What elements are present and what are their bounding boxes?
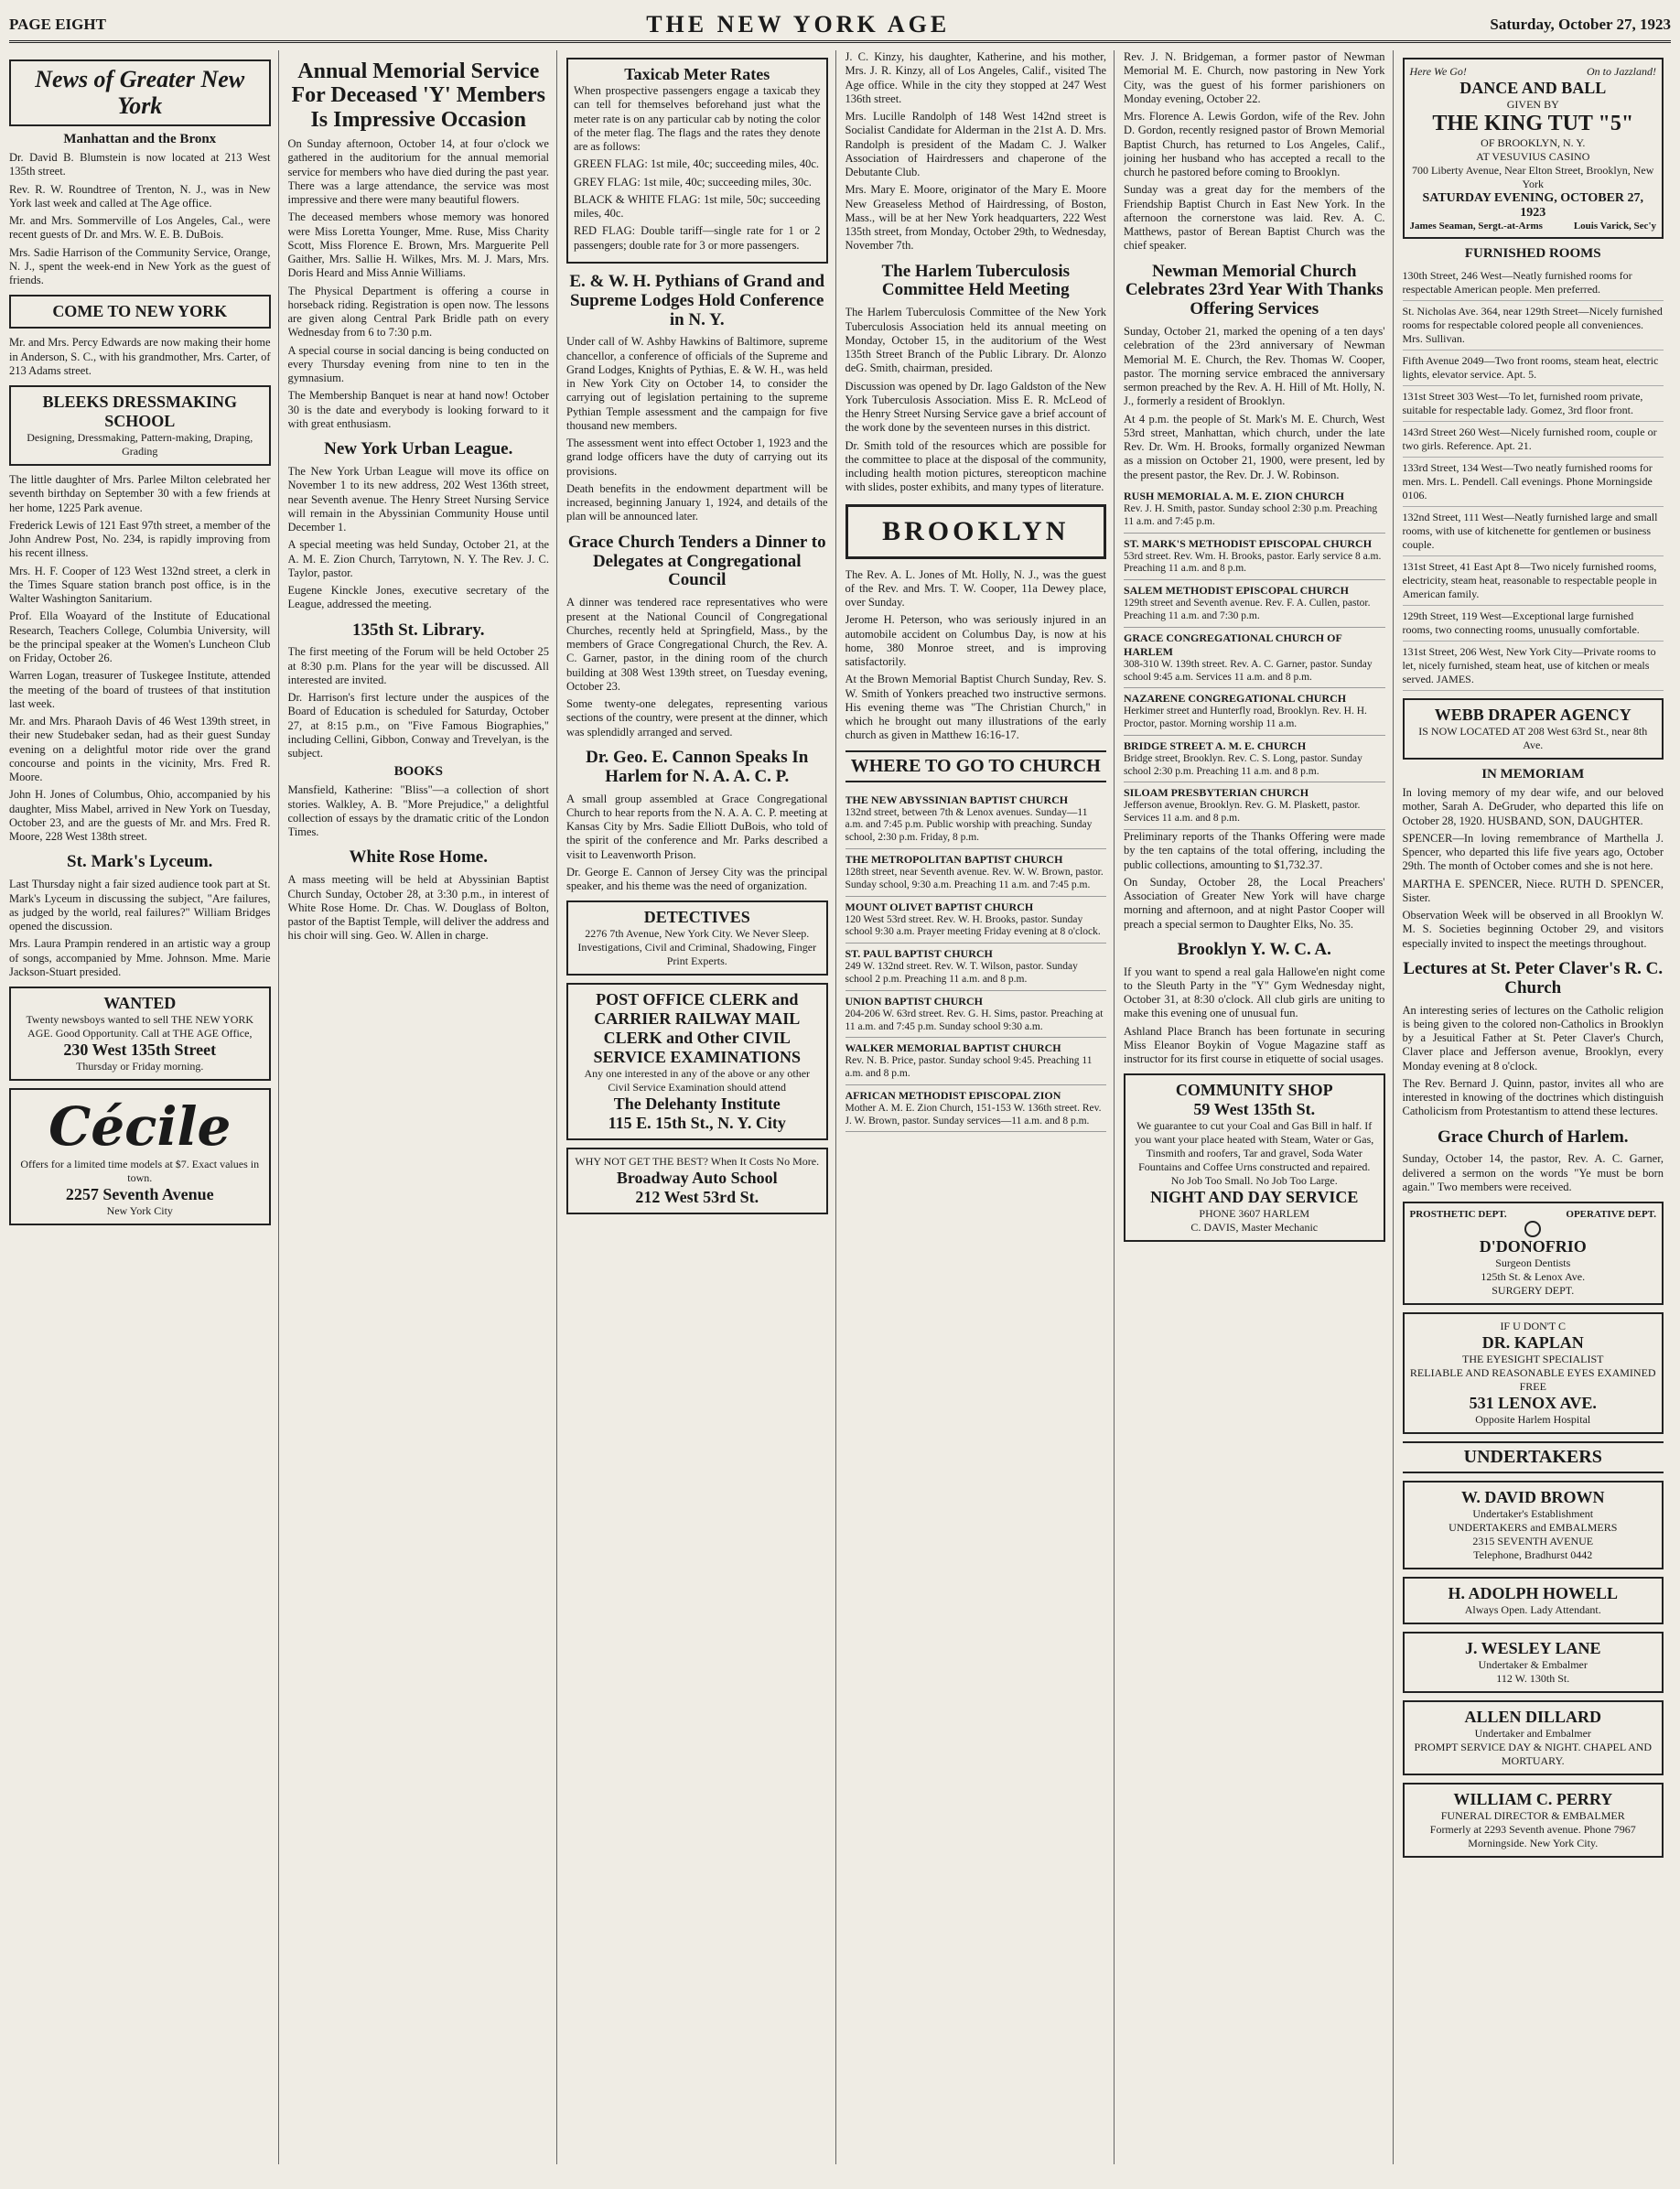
advert-text: We guarantee to cut your Coal and Gas Bill in half. If you want your place heated with Steam, Water or Gas, Tinsmith and roofers, Tar and gravel, Soda Water Fountains and Coffee Urns constructed and repaired. No Job Too Small. No Job Too Large. <box>1135 1119 1374 1188</box>
dance-ad <box>1403 58 1664 239</box>
advert-text: PROMPT SERVICE DAY & NIGHT. CHAPEL AND MORTUARY. <box>1414 1740 1653 1767</box>
church-listing <box>1124 580 1385 628</box>
advert-text: GIVEN BY <box>1506 98 1559 111</box>
rate-item: GREEN FLAG: 1st mile, 40c; succeeding miles, 40c. <box>574 157 820 171</box>
column-6 <box>1403 50 1672 2164</box>
church-details: 308-310 W. 139th street. Rev. A. C. Garner, pastor. Sunday school 9:45 a.m. Services 11 a.m. and 8 p.m. <box>1124 658 1373 683</box>
advert-title: COMMUNITY SHOP <box>1175 1081 1333 1100</box>
advert-address: 2257 Seventh Avenue <box>65 1185 214 1204</box>
article-paragraph: If you want to spend a real gala Hallowe'en night come to the Sleuth Party in the "Y" Gym Wednesday night, October 31, at 8:30 o'clock. All club girls are uniting to make this evening one of unusual fun. <box>1124 965 1385 1020</box>
news-item: Mrs. H. F. Cooper of 123 West 132nd street, a clerk in the Times Square station branch post office, is in the Walter Washington Sanitarium. <box>9 564 271 606</box>
church-details: 132nd street, between 7th & Lenox avenues. Sunday—11 a.m. and 7:45 p.m. Public worship with preaching. Sunday school, 2:30 p.m. Friday, 8 p.m. <box>845 806 1093 844</box>
article-paragraph: Some twenty-one delegates, representing various sections of the country, were present at the dinner, which was splendidly arranged and served. <box>566 697 828 739</box>
article-heading: Brooklyn Y. W. C. A. <box>1177 939 1331 959</box>
cecile-ad <box>9 1088 271 1225</box>
article-heading: Grace Church Tenders a Dinner to Delegates at Congregational Council <box>567 532 826 590</box>
advert-title: W. DAVID BROWN <box>1460 1487 1605 1506</box>
advert-text: PROSTHETIC DEPT. <box>1409 1209 1507 1221</box>
advert-text: WHY NOT GET THE BEST? When It Costs No More. <box>575 1155 820 1169</box>
church-listing <box>845 897 1107 944</box>
advert-text: FUNERAL DIRECTOR & EMBALMER <box>1440 1808 1625 1822</box>
books-heading: BOOKS <box>393 764 443 780</box>
undertaker-ad <box>1403 1783 1664 1858</box>
article-paragraph: Dr. Harrison's first lecture under the auspices of the Board of Education is scheduled for Saturday, October 27, at 8:15 p.m., on "Five Famous Biographies," including Cellini, Gibbon, Conway and Trevelyan, is the subject. <box>287 691 549 760</box>
undertaker-ad <box>1403 1632 1664 1693</box>
webb-agency-ad <box>1403 698 1664 760</box>
advert-text: Opposite Harlem Hospital <box>1475 1412 1591 1426</box>
taxicab-box <box>566 58 828 264</box>
article-paragraph: At 4 p.m. the people of St. Mark's M. E. Church, West 53rd street, Manhattan, which church, under the late Rev. Dr. Wm. H. Brooks, formally organized Newman as a mission on October 21, 1900, were present, led by the present pastor, the Rev. Dr. J. W. Robinson. <box>1124 412 1385 481</box>
room-listing: Fifth Avenue 2049—Two front rooms, steam heat, electric lights, elevator service. Apt. 5. <box>1403 350 1664 386</box>
memoriam-text: SPENCER—In loving remembrance of Marthella J. Spencer, who departed this life five years ago, October 29th. The month of October comes and she is not here. <box>1402 831 1664 873</box>
advert-text: Undertaker & Embalmer <box>1478 1657 1588 1671</box>
advert-text: Designing, Dressmaking, Pattern-making, Draping, Grading <box>27 431 253 458</box>
advert-title: Broadway Auto School <box>616 1169 778 1188</box>
article-paragraph: The assessment went into effect October 1, 1923 and the grand lodge officers have the duty of carrying out its provisions. <box>566 437 828 478</box>
article-paragraph: Preliminary reports of the Thanks Offering were made by the ten captains of the total offering, including the public collections, amounting to $1,732.37. <box>1124 830 1385 871</box>
auto-school-ad <box>566 1148 828 1214</box>
church-details: Herkimer street and Hunterfly road, Brooklyn. Rev. H. H. Proctor, pastor. Morning worship 11 a.m. <box>1124 706 1367 730</box>
advert-phone: PHONE 3607 HARLEM <box>1199 1207 1310 1221</box>
advert-title: DETECTIVES <box>643 908 750 927</box>
advert-text: NIGHT AND DAY SERVICE <box>1150 1188 1359 1207</box>
church-details: 249 W. 132nd street. Rev. W. T. Wilson, pastor. Sunday school 2 p.m. Preaching 11 a.m. and 8 p.m. <box>845 961 1078 985</box>
cecile-logo: Cécile <box>48 1095 232 1159</box>
article-paragraph: The Harlem Tuberculosis Committee of the New York Tuberculosis Association held its annual meeting on Monday, October 15, in the auditorium of the West 135th Street Branch of the Public Library. Dr. Alonzo deG. Smith, chairman, presided. <box>845 306 1106 375</box>
advert-text: Twenty newsboys wanted to sell THE NEW YORK AGE. Good Opportunity. Call at THE AGE Office, <box>26 1013 254 1041</box>
article-paragraph: Mansfield, Katherine: "Bliss"—a collection of short stories. Walkley, A. B. "More Prejudice," a delightful collection of essays by the dramatic critic of the London Times. <box>287 783 549 839</box>
church-listing <box>1124 534 1385 581</box>
article-paragraph: Sunday, October 21, marked the opening of a ten days' celebration of the 23rd anniversary of Newman Memorial M. E. Church, the Rev. Thomas W. Cooper, pastor. The morning service embraced the anniversary sermon preached by the Rev. A. H. Hill of Mt. Holly, N. J., formerly a resident of Brooklyn. <box>1124 325 1385 408</box>
news-item: Mrs. Mary E. Moore, originator of the Mary E. Moore New Greaseless Method of Hairdressing, of Boston, Mass., will be at her New York headquarters, 222 West 135th street, from Monday, October 29th, to Wednesday, November 7th. <box>845 183 1106 253</box>
article-paragraph: The Physical Department is offering a course in horseback riding. Registration is open now. The lessons are given along Central Park Bridle path on every Wednesday from 6 to 7:30 p.m. <box>287 284 549 340</box>
article-heading: New York Urban League. <box>324 439 513 459</box>
advert-address: 59 West 135th St. <box>1193 1100 1316 1119</box>
column-4 <box>845 50 1115 2164</box>
advert-text: Surgeon Dentists <box>1495 1256 1571 1269</box>
news-item: Prof. Ella Woayard of the Institute of Educational Research, Teachers College, Columbia University, will be the principal speaker at the Women's Luncheon Club on Friday, October 26. <box>9 609 271 665</box>
news-item: Rev. R. W. Roundtree of Trenton, N. J., was in New York last week and called at The Age office. <box>9 182 271 210</box>
article-heading: Dr. Geo. E. Cannon Speaks In Harlem for N. A. A. C. P. <box>586 747 809 786</box>
advert-address: 230 West 135th Street <box>63 1041 217 1060</box>
page-number: PAGE EIGHT <box>9 16 106 33</box>
advert-address: 531 LENOX AVE. <box>1469 1393 1597 1412</box>
article-paragraph: Observation Week will be observed in all Brooklyn W. M. S. Societies beginning October 29, and visitors especially invited to inspect the meetings throughout. <box>1402 909 1664 950</box>
advert-text: Louis Varick, Sec'y <box>1573 221 1656 232</box>
undertaker-ad <box>1403 1481 1664 1569</box>
section-subtitle: Manhattan and the Bronx <box>63 132 217 147</box>
news-item: Mr. and Mrs. Percy Edwards are now making their home in Anderson, S. C., with his grandmother, Mrs. Carter, of 213 Adams street. <box>9 336 271 377</box>
advert-title: WEBB DRAPER AGENCY <box>1434 706 1632 724</box>
article-paragraph: Death benefits in the endowment department will be increased, beginning January 1, 1924, and details of the plan will be announced later. <box>566 481 828 523</box>
article-paragraph: A special course in social dancing is being conducted on every Thursday evening from nine to ten in the gymnasium. <box>287 343 549 385</box>
advert-text: 2276 7th Avenue, New York City. We Never Sleep. Investigations, Civil and Criminal, Shadowing, Finger Print Experts. <box>577 927 817 968</box>
advert-text: AT VESUVIUS CASINO <box>1476 150 1590 163</box>
church-details: 120 West 53rd street. Rev. W. H. Brooks, pastor. Sunday school 9:30 a.m. Prayer meeting Friday evening at 8 o'clock. <box>845 913 1101 938</box>
newspaper-page <box>9 9 1671 2171</box>
church-details: 204-206 W. 63rd street. Rev. G. H. Sims, pastor. Preaching at 11 a.m. and 7:45 p.m. Sunday school 9:30 a.m. <box>845 1008 1104 1032</box>
article-paragraph: A special meeting was held Sunday, October 21, at the A. M. E. Zion Church, Tarrytown, N. Y. The Rev. J. C. Taylor, pastor. <box>287 538 549 579</box>
article-paragraph: A small group assembled at Grace Congregational Church to hear reports from the N. A. A. C. P. meeting at Kansas City by Mrs. Sadie Elliott DuBois, who told of the spirit of the conference and Mr. Parks described a visit to Leavenworth Prison. <box>566 792 828 861</box>
tooth-icon <box>1524 1221 1541 1237</box>
section-title: News of Greater New York <box>9 59 271 126</box>
news-item: John H. Jones of Columbus, Ohio, accompanied by his daughter, Miss Mabel, arrived in New York on Tuesday, October 23, and are the guests of Mr. and Mrs. Fred R. Moore, 228 West 138th street. <box>9 788 271 844</box>
article-paragraph: The first meeting of the Forum will be held October 25 at 8:30 p.m. Plans for the year will be discussed. All interested are invited. <box>287 645 549 686</box>
advert-address: 125th St. & Lenox Ave. <box>1481 1269 1586 1283</box>
column-2 <box>288 50 558 2164</box>
room-listing: 143rd Street 260 West—Nicely furnished room, couple or two girls. Reference. Apt. 21. <box>1403 422 1664 458</box>
advert-text: On to Jazzland! <box>1587 65 1656 78</box>
advert-title: THE KING TUT "5" <box>1432 112 1634 135</box>
news-item: Sunday was a great day for the members of the Friendship Baptist Church in East New York. In the afternoon the cornerstone was laid. Rev. A. C. Matthews, pastor of Berean Baptist Church was the chief speaker. <box>1124 183 1385 253</box>
church-name: GRACE CONGREGATIONAL CHURCH OF HARLEM <box>1124 631 1342 658</box>
article-paragraph: Under call of W. Ashby Hawkins of Baltimore, supreme chancellor, a conference of officials of the Supreme and Grand Lodges, Knights of Pythias, E. & W. H., was held in New York City on October 14, to consider the carrying out of legislation pertaining to the supreme Pythian Temple assessment and the campaign for five thousand new members. <box>566 335 828 432</box>
article-heading: 135th St. Library. <box>351 620 485 640</box>
advert-title: POST OFFICE CLERK and CARRIER RAILWAY MAIL CLERK and Other CIVIL SERVICE EXAMINATIONS <box>593 990 802 1067</box>
undertakers-heading: UNDERTAKERS <box>1403 1441 1664 1473</box>
church-listing <box>845 991 1107 1039</box>
news-item: Mrs. Lucille Randolph of 148 West 142nd street is Socialist Candidate for Alderman in the 21st A. D. Mrs. Randolph is president of the Madam C. J. Walker Association of Hairdressers and chaperone of the Debutante Club. <box>845 110 1106 178</box>
church-listing <box>845 790 1107 849</box>
advert-text: SURGERY DEPT. <box>1492 1283 1575 1297</box>
advert-title: J. WESLEY LANE <box>1464 1638 1601 1657</box>
news-item: At the Brown Memorial Baptist Church Sunday, Rev. S. W. Smith of Yonkers preached two instructive sermons. His evening theme was "The Christian Church," in which he brought out many illustrations of the early church as given in Matthew 16:16-17. <box>845 673 1106 742</box>
advert-text: James Seaman, Sergt.-at-Arms <box>1409 221 1543 232</box>
room-listing: 131st Street, 206 West, New York City—Private rooms to let, nicely furnished, steam heat, use of kitchen or meals served. JAMES. <box>1403 642 1664 691</box>
masthead <box>9 9 1671 43</box>
article-heading: Annual Memorial Service For Deceased 'Y' Members Is Impressive Occasion <box>291 59 545 132</box>
rate-item: BLACK & WHITE FLAG: 1st mile, 50c; succeeding miles, 40c. <box>574 192 821 220</box>
column-5 <box>1124 50 1394 2164</box>
advert-title: WANTED <box>103 994 177 1013</box>
church-listing <box>845 1085 1107 1133</box>
church-details: 53rd street. Rev. Wm. H. Brooks, pastor. Early service 8 a.m. Preaching 11 a.m. and 8 p.m. <box>1124 550 1382 575</box>
church-listing <box>1124 782 1385 830</box>
advert-text: Here We Go! <box>1409 65 1467 78</box>
advert <box>9 295 271 329</box>
room-listing: 129th Street, 119 West—Exceptional large furnished rooms, two connecting rooms, unusually comfortable. <box>1403 606 1664 642</box>
wanted-ad <box>9 987 271 1081</box>
article-paragraph: Dr. Smith told of the resources which are possible for the committee to place at the disposal of the community, including health motion pictures, stereopticon machine with slides, poster exhibits, and many types of literature. <box>845 438 1106 494</box>
memoriam-text: In loving memory of my dear wife, and our beloved mother, Sarah A. DeGruder, who departed this life on October 28, 1920. HUSBAND, SON, DAUGHTER. <box>1402 786 1664 827</box>
advert-title: DANCE AND BALL <box>1459 79 1607 97</box>
advert-text: RELIABLE AND REASONABLE EYES EXAMINED FREE <box>1409 1365 1656 1393</box>
article-paragraph: Sunday, October 14, the pastor, Rev. A. C. Garner, delivered a sermon on the words "Ye must be born again." Two members were received. <box>1402 1152 1664 1193</box>
church-listing <box>1124 688 1385 736</box>
advert-text: Thursday or Friday morning. <box>76 1060 204 1073</box>
advert-title: BLEEKS DRESSMAKING SCHOOL <box>42 393 238 431</box>
news-item: Mr. and Mrs. Sommerville of Los Angeles, Cal., were recent guests of Dr. and Mrs. W. E. B. DuBois. <box>9 214 271 242</box>
news-item: J. C. Kinzy, his daughter, Katherine, and his mother, Mrs. J. R. Kinzy, all of Los Angeles, Calif., visited The Age office. While in the city they stopped at 247 West 136th street. <box>845 50 1106 105</box>
article-heading: St. Mark's Lyceum. <box>67 852 213 872</box>
box-text: When prospective passengers engage a taxicab they can tell for themselves beforehand just what the meter rate is on any particular cab by noting the color of the meter flag. The flags and the rates they denote are as follows: <box>574 84 821 153</box>
article-heading: The Harlem Tuberculosis Committee Held Meeting <box>881 261 1070 300</box>
news-item: Mrs. Florence A. Lewis Gordon, wife of the Rev. John D. Gordon, recently resigned pastor of Brown Memorial Baptist Church, has returned to Los Angeles, Calif., joining her husband who has accepted a recall to the church he pastored before coming to Brooklyn. <box>1124 110 1385 178</box>
church-listing <box>1124 628 1385 689</box>
church-details: Mother A. M. E. Zion Church, 151-153 W. 136th street. Rev. J. W. Brown, pastor. Sunday services—11 a.m. and 8 p.m. <box>845 1102 1102 1127</box>
advert-title: ALLEN DILLARD <box>1464 1707 1602 1726</box>
room-listing: 131st Street 303 West—To let, furnished room private, suitable for respectable lady. Gomez, 3rd floor front. <box>1403 386 1664 422</box>
room-listing: St. Nicholas Ave. 364, near 129th Street—Nicely furnished rooms for respectable colored people all conveniences. Mrs. Sullivan. <box>1403 301 1664 350</box>
news-item: The little daughter of Mrs. Parlee Milton celebrated her seventh birthday on September 30 with a few friends at her home, 1225 Park avenue. <box>9 473 271 514</box>
kaplan-ad <box>1403 1312 1664 1434</box>
article-heading: White Rose Home. <box>349 847 488 868</box>
church-name: ST. PAUL BAPTIST CHURCH <box>845 947 993 961</box>
advert <box>9 385 271 466</box>
news-item: Mrs. Laura Prampin rendered in an artistic way a group of songs, accompanied by Mme. Johnson. Mme. Marie Jackson-Stuart presided. <box>9 937 271 978</box>
church-name: SILOAM PRESBYTERIAN CHURCH <box>1124 786 1309 800</box>
church-listing <box>845 1038 1107 1085</box>
church-directory-continued <box>1124 486 1385 830</box>
advert-phone: Telephone, Bradhurst 0442 <box>1473 1547 1593 1561</box>
article-paragraph: A mass meeting will be held at Abyssinian Baptist Church Sunday, October 28, at 3:30 p.m., in interest of White Rose Home. Dr. Chas. W. Douglass of Bolton, pastor of the Baptist Temple, will deliver the address and his choir will sing. Geo. W. Allen in charge. <box>287 873 549 943</box>
memoriam-heading: IN MEMORIAM <box>1481 767 1585 782</box>
undertaker-ad <box>1403 1700 1664 1775</box>
church-name: WALKER MEMORIAL BAPTIST CHURCH <box>845 1041 1061 1055</box>
article-heading: Grace Church of Harlem. <box>1437 1127 1629 1147</box>
church-listing <box>845 944 1107 991</box>
undertaker-ad <box>1403 1577 1664 1624</box>
church-name: MOUNT OLIVET BAPTIST CHURCH <box>845 900 1034 913</box>
advert-address: 212 West 53rd St. <box>635 1188 759 1207</box>
advert-title: D'DONOFRIO <box>1479 1236 1587 1256</box>
classified-heading: FURNISHED ROOMS <box>1464 246 1601 261</box>
advert-text: Undertaker and Embalmer <box>1474 1726 1591 1740</box>
church-details: Jefferson avenue, Brooklyn. Rev. G. M. Plaskett, pastor. Services 11 a.m. and 8 p.m. <box>1124 800 1361 825</box>
rate-item: GREY FLAG: 1st mile, 40c; succeeding miles, 30c. <box>574 175 812 189</box>
church-name: NAZARENE CONGREGATIONAL CHURCH <box>1124 692 1347 706</box>
advert-text: OPERATIVE DEPT. <box>1566 1209 1656 1221</box>
advert-text: OF BROOKLYN, N. Y. <box>1481 136 1586 149</box>
news-item: Warren Logan, treasurer of Tuskegee Institute, attended the meeting of the board of trustees of that institution last week. <box>9 669 271 710</box>
church-name: THE NEW ABYSSINIAN BAPTIST CHURCH <box>845 793 1069 806</box>
advert-text: C. DAVIS, Master Mechanic <box>1190 1221 1319 1235</box>
article-heading: Newman Memorial Church Celebrates 23rd Year With Thanks Offering Services <box>1125 261 1384 319</box>
news-item: Last Thursday night a fair sized audience took part at St. Mark's Lyceum in discussing the subject, "Are failures, as judged by the world, real failures?" William Bridges opened the discussion. <box>9 878 271 933</box>
advert-text: UNDERTAKERS and EMBALMERS <box>1448 1520 1618 1534</box>
church-directory <box>845 790 1107 1133</box>
church-details: 129th street and Seventh avenue. Rev. F. A. Cullen, pastor. Preaching 11 a.m. and 7:30 p.m. <box>1124 598 1371 621</box>
news-item: Frederick Lewis of 121 East 97th street, a member of the John Andrew Post, No. 234, is rapidly improving from his recent illness. <box>9 518 271 560</box>
column-1 <box>9 50 279 2164</box>
advert-text: IF U DON'T C <box>1500 1319 1567 1332</box>
news-item: The Rev. A. L. Jones of Mt. Holly, N. J., was the guest of the Rev. and Mrs. T. W. Cooper, 11a Dewey place, over Sunday. <box>845 567 1106 609</box>
advert-address: 115 E. 15th St., N. Y. City <box>608 1114 786 1133</box>
article-paragraph: Eugene Kinckle Jones, executive secretary of the League, addressed the meeting. <box>287 584 549 611</box>
brooklyn-banner: BROOKLYN <box>845 504 1107 559</box>
news-item: Mr. and Mrs. Pharaoh Davis of 46 West 139th street, in their new Studebaker sedan, had as their guest Sunday evening on a delightful motor ride over the grand concourse and points in the vicinity, Mrs. Fred R. Moore. <box>9 715 271 784</box>
box-title: Taxicab Meter Rates <box>624 65 770 83</box>
advert-address: Formerly at 2293 Seventh avenue. Phone 7967 Morningside. New York City. <box>1429 1822 1636 1849</box>
room-listing: 132nd Street, 111 West—Neatly furnished large and small rooms, with use of kitchenette for gentlemen or business couple. <box>1403 507 1664 556</box>
advert-date: SATURDAY EVENING, OCTOBER 27, 1923 <box>1422 191 1644 220</box>
article-paragraph: The deceased members whose memory was honored were Miss Loretta Younger, Mme. Ruse, Miss Charity Scott, Miss Florence E. Brown, Mrs. Marguerite Pell Gaither, Mrs. Sallie H. Wilkes, Mrs. M. J. Mars, Mrs. Doris Heard and Miss Annie Williams. <box>287 210 549 280</box>
advert-text: Any one interested in any of the above or any other Civil Service Examination should attend <box>584 1067 811 1094</box>
advert-text: THE EYESIGHT SPECIALIST <box>1462 1352 1604 1365</box>
issue-date: Saturday, October 27, 1923 <box>1490 16 1671 33</box>
church-name: UNION BAPTIST CHURCH <box>845 994 983 1008</box>
church-listing <box>1124 736 1385 783</box>
church-listing <box>1124 486 1385 534</box>
advert-title: COME TO NEW YORK <box>52 302 228 321</box>
advert-institute: The Delehanty Institute <box>613 1094 781 1114</box>
article-heading: Lectures at St. Peter Claver's R. C. Church <box>1403 958 1664 997</box>
post-office-ad <box>566 983 828 1140</box>
article-paragraph: The Rev. Bernard J. Quinn, pastor, invites all who are interested in knowing of the doctrines which distinguish Catholicism from Protestantism to attend these lectures. <box>1402 1076 1664 1118</box>
advert-text: IS NOW LOCATED AT 208 West 63rd St., near 8th Ave. <box>1418 725 1648 751</box>
memoriam-signature: MARTHA E. SPENCER, Niece. RUTH D. SPENCER, Sister. <box>1402 877 1664 904</box>
advert-address: 700 Liberty Avenue, Near Elton Street, Brooklyn, New York <box>1412 164 1654 190</box>
advert-title: H. ADOLPH HOWELL <box>1448 1583 1619 1602</box>
church-details: Rev. J. H. Smith, pastor. Sunday school 2:30 p.m. Preaching 11 a.m. and 7:45 p.m. <box>1124 502 1378 527</box>
church-name: THE METROPOLITAN BAPTIST CHURCH <box>845 852 1063 866</box>
room-listing: 133rd Street, 134 West—Two neatly furnished rooms for men. Mrs. L. Pendell. Call evenings. Phone Morningside 0106. <box>1403 458 1664 507</box>
newspaper-title: THE NEW YORK AGE <box>646 11 951 38</box>
column-3 <box>566 50 836 2164</box>
news-item: Jerome H. Peterson, who was seriously injured in an automobile accident on Columbus Day, is now at his home, 380 Monroe street, and is improving satisfactorily. <box>845 613 1106 669</box>
advert-text: Always Open. Lady Attendant. <box>1464 1602 1601 1616</box>
article-paragraph: The Membership Banquet is near at hand now! October 30 is the date and everybody is looking forward to it with great enthusiasm. <box>287 389 549 430</box>
article-paragraph: Dr. George E. Cannon of Jersey City was the principal speaker, and his theme was the need of organization. <box>566 865 828 893</box>
church-details: Rev. N. B. Price, pastor. Sunday school 9:45. Preaching 11 a.m. and 8 p.m. <box>845 1055 1093 1080</box>
article-paragraph: Ashland Place Branch has been fortunate in securing Miss Eleanor Boykin of Vogue Magazine staff as instructor for its first course in etiquette of social usages. <box>1124 1024 1385 1066</box>
article-paragraph: Discussion was opened by Dr. Iago Galdston of the New York Tuberculosis Association. Miss E. R. McLeod of the Henry Street Nursing Service gave a brief account of the work done by the seventeen nurses in this district. <box>845 379 1106 435</box>
advert-title: WILLIAM C. PERRY <box>1453 1789 1613 1808</box>
news-item: Rev. J. N. Bridgeman, a former pastor of Newman Memorial M. E. Church, now pastoring in New York City, was the guest of his former parishioners on Monday evening, October 22. <box>1124 50 1385 105</box>
article-paragraph: The New York Urban League will move its office on November 1 to its new address, 202 West 136th street, near Seventh avenue. The Henry Street Nursing Service will remain in the Abyssinian Community House until December 1. <box>287 465 549 534</box>
church-listing <box>845 849 1107 897</box>
news-item: Dr. David B. Blumstein is now located at 213 West 135th street. <box>9 151 271 178</box>
church-name: BRIDGE STREET A. M. E. CHURCH <box>1124 739 1307 752</box>
article-heading: E. & W. H. Pythians of Grand and Supreme Lodges Hold Conference in N. Y. <box>569 271 825 329</box>
room-listing: 130th Street, 246 West—Neatly furnished rooms for respectable American people. Men preferred. <box>1403 265 1664 301</box>
church-details: Bridge street, Brooklyn. Rev. C. S. Long, pastor. Sunday school 2:30 p.m. Preaching 11 a.m. and 8 p.m. <box>1124 752 1362 777</box>
church-directory-heading: WHERE TO GO TO CHURCH <box>845 750 1107 782</box>
detectives-ad <box>566 900 828 976</box>
church-details: 128th street, near Seventh avenue. Rev. W. W. Brown, pastor. Sunday school, 9:30 a.m. Preaching 11 a.m. and 7:45 p.m. <box>845 866 1104 890</box>
church-name: SALEM METHODIST EPISCOPAL CHURCH <box>1124 584 1349 598</box>
advert-text: Offers for a limited time models at $7. Exact values in town. <box>20 1158 260 1185</box>
room-listing: 131st Street, 41 East Apt 8—Two nicely furnished rooms, electricity, steam heat, reasonable to respectable people in American family. <box>1403 556 1664 606</box>
community-shop-ad <box>1124 1073 1385 1242</box>
rate-item: RED FLAG: Double tariff—single rate for 1 or 2 passengers; double rate for 3 or more passengers. <box>574 224 821 252</box>
advert-text: Undertaker's Establishment <box>1472 1506 1594 1520</box>
news-item: Mrs. Sadie Harrison of the Community Service, Orange, N. J., spent the week-end in New York as the guest of friends. <box>9 245 271 287</box>
advert-address: 2315 SEVENTH AVENUE <box>1472 1534 1594 1547</box>
church-name: AFRICAN METHODIST EPISCOPAL ZION <box>845 1088 1061 1102</box>
advert-text: New York City <box>106 1204 173 1218</box>
church-name: RUSH MEMORIAL A. M. E. ZION CHURCH <box>1124 489 1345 502</box>
dentist-ad <box>1403 1202 1664 1304</box>
article-paragraph: An interesting series of lectures on the Catholic religion is being given to the colored non-Catholics in Brooklyn by a Jesuitical Father at St. Peter Claver's Church, Claver place and Jefferson avenue, Brooklyn, every Monday evening at 8 o'clock. <box>1402 1003 1664 1073</box>
article-paragraph: On Sunday afternoon, October 14, at four o'clock we gathered in the auditorium for the annual memorial service for members who have died during the past year. There was a large attendance, the service was most impressive and there were many beautiful flowers. <box>287 137 549 207</box>
church-name: ST. MARK'S METHODIST EPISCOPAL CHURCH <box>1124 536 1373 550</box>
article-paragraph: A dinner was tendered race representatives who were present at the National Council of Congregational Churches, recently held at Springfield, Mass., by the members of Grace Congregational Church, the Rev. A. C. Garner, pastor, in the dining room of the church building at 308 West 139th street, on Tuesday evening, October 23. <box>566 596 828 693</box>
advert-address: 112 W. 130th St. <box>1496 1671 1570 1685</box>
advert-title: DR. KAPLAN <box>1481 1332 1584 1352</box>
article-paragraph: On Sunday, October 28, the Local Preachers' Association of Greater New York will have charge morning and afternoon, and at night Pastor Cooper will preach a special sermon to Daughter Elks, No. 35. <box>1124 875 1385 931</box>
